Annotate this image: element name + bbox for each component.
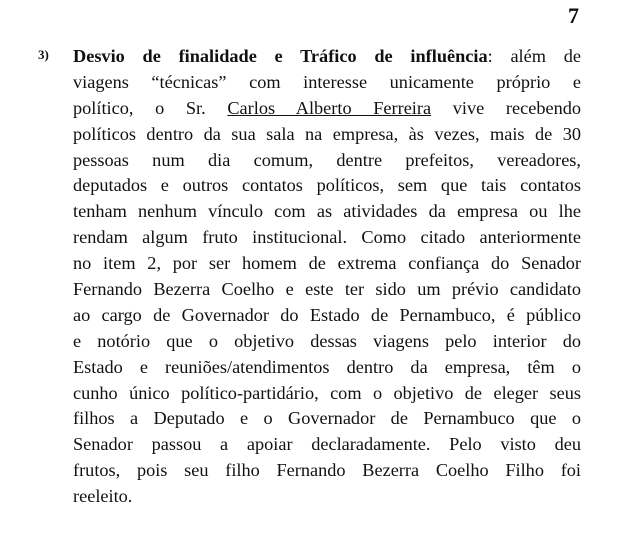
line-text: político, o Sr.	[73, 97, 228, 118]
paragraph-line: Fernando Bezerra Coelho e este ter sido um prévio candidato	[73, 279, 581, 300]
paragraph-line: Senador passou a apoiar declaradamente. Pelo visto deu	[73, 434, 581, 455]
paragraph-line	[73, 44, 581, 70]
item-marker: 3)	[38, 47, 49, 62]
item-title: Desvio de finalidade e Tráfico de influência	[73, 46, 488, 66]
paragraph-line: rendam algum fruto institucional. Como citado anteriormente	[73, 227, 581, 248]
page-number: 7	[568, 3, 579, 28]
paragraph-line: deputados e outros contatos políticos, sem que tais contatos	[73, 175, 581, 196]
paragraph-line: frutos, pois seu filho Fernando Bezerra Coelho Filho foi	[73, 460, 581, 481]
paragraph-line: e notório que o objetivo dessas viagens pelo interior do	[73, 330, 581, 351]
person-name: Carlos Alberto Ferreira	[227, 97, 432, 118]
paragraph-line: tenham nenhum vínculo com as atividades da empresa ou lhe	[73, 201, 581, 222]
paragraph-line: políticos dentro da sua sala na empresa, às vezes, mais de 30	[73, 123, 581, 144]
paragraph-line: pessoas num dia comum, dentre prefeitos, vereadores,	[73, 149, 581, 170]
paragraph-line: Estado e reuniões/atendimentos dentro da empresa, têm o	[73, 356, 581, 377]
item-paragraph	[73, 44, 581, 510]
paragraph-line: cunho único político-partidário, com o objetivo de eleger seus	[73, 382, 581, 403]
line-text: : além de	[487, 46, 581, 66]
paragraph-line	[73, 96, 581, 122]
paragraph-line: no item 2, por ser homem de extrema confiança do Senador	[73, 253, 581, 274]
paragraph-line: reeleito.	[73, 486, 133, 507]
paragraph-line: viagens “técnicas” com interesse unicamente próprio e	[73, 71, 581, 92]
line-text: vive recebendo	[431, 97, 581, 118]
paragraph-line: filhos a Deputado e o Governador de Pernambuco que o	[73, 408, 581, 429]
paragraph-line: ao cargo de Governador do Estado de Pernambuco, é público	[73, 304, 581, 325]
